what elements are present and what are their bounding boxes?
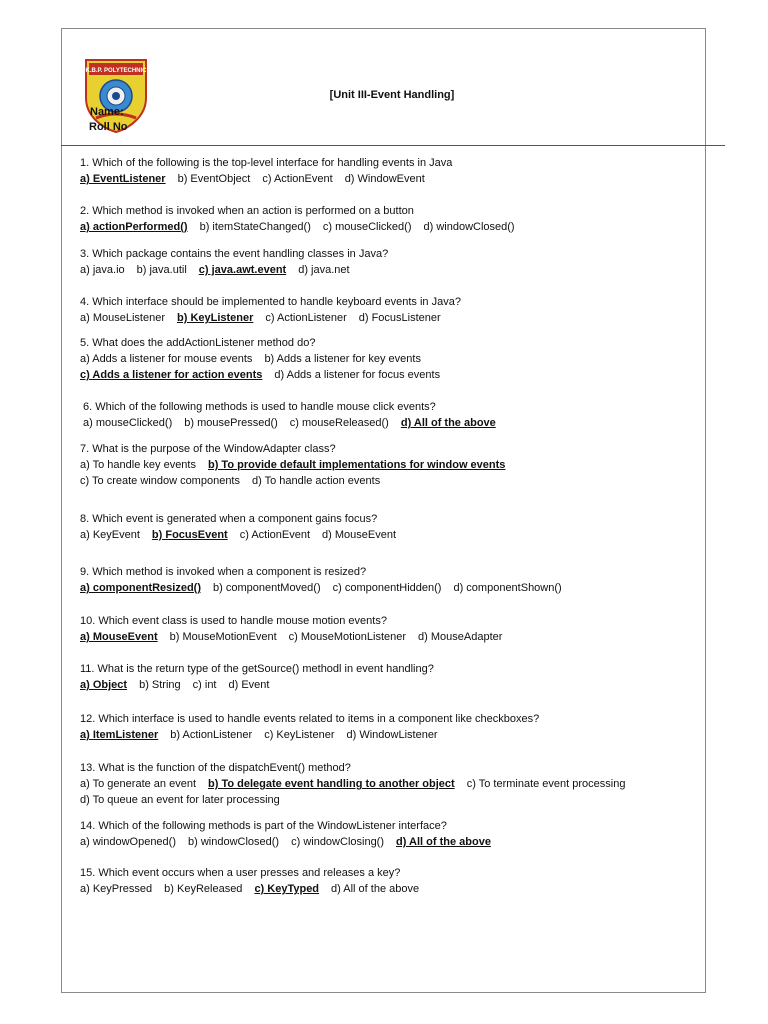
option-a: a) Adds a listener for mouse events — [80, 353, 253, 365]
option-b: b) componentMoved() — [213, 582, 321, 594]
question-prompt: 6. Which of the following methods is used to handle mouse click events? — [83, 401, 436, 413]
options-row — [80, 727, 539, 743]
option-d: d) MouseAdapter — [418, 631, 503, 643]
correct-option-d: d) All of the above — [396, 836, 491, 848]
option-d: d) All of the above — [331, 883, 420, 895]
options-row — [80, 473, 517, 489]
question-prompt: 3. Which package contains the event handling classes in Java? — [80, 248, 389, 260]
options-row — [80, 834, 503, 850]
roll-no-label: Roll No — [89, 121, 128, 133]
correct-option-b: b) To provide default implementations for window events — [207, 459, 506, 471]
options-row — [80, 580, 574, 596]
question-10 — [80, 613, 514, 645]
options-row — [83, 415, 508, 431]
question-6 — [83, 399, 508, 431]
option-d: d) To queue an event for later processing — [80, 794, 280, 806]
options-row — [80, 792, 637, 808]
option-d: d) To handle action events — [252, 475, 381, 487]
correct-option-a: a) ItemListener — [80, 729, 159, 741]
question-1 — [80, 155, 452, 187]
option-a: a) To generate an event — [80, 778, 196, 790]
option-c: c) ActionEvent — [262, 173, 333, 185]
question-prompt: 15. Which event occurs when a user presses and releases a key? — [80, 867, 401, 879]
question-11 — [80, 661, 434, 693]
question-prompt: 1. Which of the following is the top-level interface for handling events in Java — [80, 157, 453, 169]
options-row — [80, 310, 461, 326]
header-divider — [61, 145, 725, 146]
question-prompt: 9. Which method is invoked when a component is resized? — [80, 566, 367, 578]
option-d: d) Adds a listener for focus events — [274, 369, 441, 381]
correct-option-a: a) actionPerformed() — [80, 221, 188, 233]
question-prompt: 14. Which of the following methods is part of the WindowListener interface? — [80, 820, 447, 832]
question-12 — [80, 711, 539, 743]
question-4 — [80, 294, 461, 326]
option-d: d) MouseEvent — [322, 529, 397, 541]
question-14 — [80, 818, 503, 850]
option-a: a) MouseListener — [80, 312, 165, 324]
option-c: c) int — [192, 679, 217, 691]
correct-option-d: d) All of the above — [400, 417, 496, 429]
question-5 — [80, 335, 452, 383]
option-c: c) KeyListener — [264, 729, 335, 741]
correct-option-c: c) KeyTyped — [254, 883, 320, 895]
question-2 — [80, 203, 527, 235]
option-b: b) Adds a listener for key events — [264, 353, 421, 365]
question-prompt: 10. Which event class is used to handle mouse motion events? — [80, 615, 387, 627]
options-row — [80, 881, 431, 897]
question-8 — [80, 511, 408, 543]
option-b: b) mousePressed() — [184, 417, 278, 429]
correct-option-a: a) EventListener — [80, 173, 166, 185]
options-row — [80, 351, 452, 367]
option-b: b) String — [139, 679, 181, 691]
question-prompt: 7. What is the purpose of the WindowAdapter class? — [80, 443, 336, 455]
question-prompt: 12. Which interface is used to handle events related to items in a component like checkboxes? — [80, 713, 540, 725]
question-prompt: 5. What does the addActionListener method do? — [80, 337, 316, 349]
option-d: d) componentShown() — [453, 582, 562, 594]
option-a: a) mouseClicked() — [83, 417, 173, 429]
correct-option-a: a) Object — [80, 679, 128, 691]
options-row — [80, 262, 388, 278]
option-c: c) ActionEvent — [239, 529, 311, 541]
options-row — [80, 527, 408, 543]
option-a: a) java.io — [80, 264, 125, 276]
question-prompt: 8. Which event is generated when a component gains focus? — [80, 513, 378, 525]
option-b: b) EventObject — [177, 173, 251, 185]
option-c: c) componentHidden() — [332, 582, 442, 594]
options-row — [80, 776, 637, 792]
option-b: b) MouseMotionEvent — [169, 631, 277, 643]
option-a: a) KeyEvent — [80, 529, 140, 541]
correct-option-a: a) componentResized() — [80, 582, 202, 594]
options-row — [80, 677, 434, 693]
question-prompt: 11. What is the return type of the getSource() methodl in event handling? — [80, 663, 434, 675]
option-c: c) mouseReleased() — [289, 417, 389, 429]
option-c: c) ActionListener — [265, 312, 347, 324]
question-prompt: 2. Which method is invoked when an action is performed on a button — [80, 205, 414, 217]
correct-option-c: c) java.awt.event — [198, 264, 287, 276]
option-d: d) WindowEvent — [344, 173, 425, 185]
option-a: a) KeyPressed — [80, 883, 153, 895]
option-a: a) windowOpened() — [80, 836, 176, 848]
options-row — [80, 367, 452, 383]
options-row — [80, 219, 527, 235]
option-a: a) To handle key events — [80, 459, 196, 471]
option-d: d) WindowListener — [346, 729, 438, 741]
options-row — [80, 171, 452, 187]
options-row — [80, 457, 517, 473]
option-b: b) java.util — [136, 264, 187, 276]
option-d: d) FocusListener — [358, 312, 441, 324]
question-3 — [80, 246, 388, 278]
question-15 — [80, 865, 431, 897]
option-b: b) ActionListener — [170, 729, 253, 741]
name-label: Name: — [90, 106, 124, 118]
correct-option-b: b) FocusEvent — [151, 529, 228, 541]
question-13 — [80, 760, 637, 808]
option-b: b) KeyReleased — [164, 883, 243, 895]
correct-option-c: c) Adds a listener for action events — [80, 369, 263, 381]
option-d: d) Event — [228, 679, 270, 691]
option-b: b) itemStateChanged() — [199, 221, 311, 233]
question-prompt: 13. What is the function of the dispatchEvent() method? — [80, 762, 351, 774]
option-c: c) To create window components — [80, 475, 240, 487]
correct-option-b: b) KeyListener — [177, 312, 254, 324]
option-c: c) MouseMotionListener — [288, 631, 407, 643]
correct-option-b: b) To delegate event handling to another object — [208, 778, 455, 790]
option-b: b) windowClosed() — [188, 836, 280, 848]
question-7 — [80, 441, 517, 489]
option-d: d) java.net — [298, 264, 350, 276]
option-c: c) mouseClicked() — [322, 221, 412, 233]
question-prompt: 4. Which interface should be implemented to handle keyboard events in Java? — [80, 296, 461, 308]
logo-text: K.B.P. POLYTECHNIC — [85, 68, 147, 74]
correct-option-a: a) MouseEvent — [80, 631, 158, 643]
question-9 — [80, 564, 574, 596]
options-row — [80, 629, 514, 645]
page-title: [Unit III-Event Handling] — [329, 89, 455, 101]
option-c: c) windowClosing() — [291, 836, 385, 848]
option-c: c) To terminate event processing — [466, 778, 626, 790]
option-d: d) windowClosed() — [423, 221, 515, 233]
